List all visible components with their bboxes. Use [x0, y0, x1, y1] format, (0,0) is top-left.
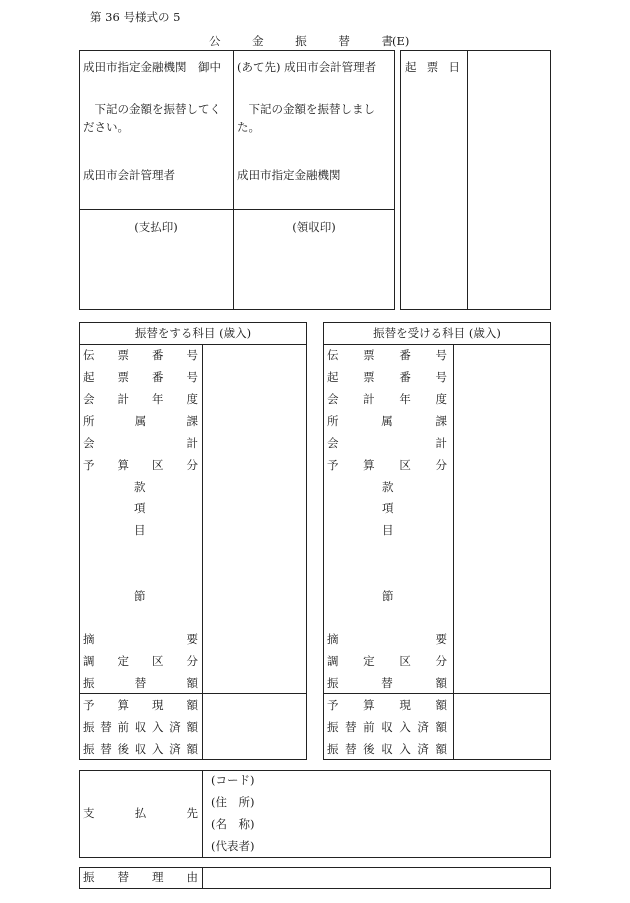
payee-representative-label: (代表者): [211, 839, 255, 853]
payee-label: 支 払 先: [83, 806, 198, 820]
to-department-label: 所 属 課: [327, 414, 447, 428]
to-fiscal-year-label: 会 計 年 度: [327, 392, 447, 406]
to-before-received-label: 振 替 前 収 入 済 額: [327, 720, 447, 734]
from-budget-class-label: 予 算 区 分: [83, 458, 198, 472]
transfer-reason-label: 振 替 理 由: [83, 870, 198, 884]
to-amount-entry-field[interactable]: [454, 694, 550, 759]
payment-stamp-label: (支払印): [134, 220, 178, 234]
from-budget-current-label: 予 算 現 額: [83, 698, 198, 712]
from-summary-label: 摘 要: [83, 632, 198, 646]
transfer-from-header: 振替をする科目 (歳入): [134, 326, 252, 340]
from-account-entry-field[interactable]: [203, 345, 306, 692]
from-kou-label: 項: [134, 501, 146, 515]
to-adjustment-class-label: 調 定 区 分: [327, 654, 447, 668]
bank-sender: 成田市指定金融機関: [237, 168, 341, 182]
to-setsu-label: 節: [382, 589, 394, 603]
to-budget-current-label: 予 算 現 額: [327, 698, 447, 712]
to-accounting-label: 会 計: [327, 436, 447, 450]
from-accounting-label: 会 計: [83, 436, 198, 450]
from-transfer-amount-label: 振 替 額: [83, 676, 198, 690]
accounting-manager-sender: 成田市会計管理者: [83, 168, 175, 182]
payee-name-label: (名 称): [211, 817, 255, 831]
from-department-label: 所 属 課: [83, 414, 198, 428]
from-kan-label: 款: [134, 480, 146, 494]
receipt-stamp-label: (領収印): [292, 220, 336, 234]
document-title-suffix: (E): [392, 34, 410, 48]
manager-addressee: (あて先) 成田市会計管理者: [237, 60, 377, 74]
from-moku-label: 目: [134, 523, 146, 537]
payee-entry-field[interactable]: [270, 771, 550, 857]
to-account-entry-field[interactable]: [454, 345, 550, 692]
bank-addressee: 成田市指定金融機関 御中: [83, 60, 221, 74]
to-issue-no-label: 起 票 番 号: [327, 370, 447, 384]
to-budget-class-label: 予 算 区 分: [327, 458, 447, 472]
to-moku-label: 目: [382, 523, 394, 537]
to-summary-label: 摘 要: [327, 632, 447, 646]
payee-address-label: (住 所): [211, 795, 255, 809]
transfer-to-header: 振替を受ける科目 (歳入): [373, 326, 501, 340]
to-transfer-amount-label: 振 替 額: [327, 676, 447, 690]
document-title: 公 金 振 替 書: [209, 34, 393, 48]
to-after-received-label: 振 替 後 収 入 済 額: [327, 742, 447, 756]
payee-code-label: (コード): [211, 773, 255, 787]
to-kan-label: 款: [382, 480, 394, 494]
to-voucher-no-label: 伝 票 番 号: [327, 348, 447, 362]
transfer-done-message: 下記の金額を振替しました。: [237, 102, 375, 134]
receipt-stamp-area[interactable]: [234, 235, 394, 309]
from-after-received-label: 振 替 後 収 入 済 額: [83, 742, 198, 756]
transfer-request-message: 下記の金額を振替してください。: [83, 102, 221, 134]
from-voucher-no-label: 伝 票 番 号: [83, 348, 198, 362]
from-before-received-label: 振 替 前 収 入 済 額: [83, 720, 198, 734]
from-amount-entry-field[interactable]: [203, 694, 306, 759]
from-issue-no-label: 起 票 番 号: [83, 370, 198, 384]
issue-date-label: 起 票 日: [405, 60, 460, 74]
payment-stamp-area[interactable]: [80, 235, 232, 309]
from-adjustment-class-label: 調 定 区 分: [83, 654, 198, 668]
form-number: 第 36 号様式の 5: [90, 10, 181, 24]
transfer-reason-field[interactable]: [203, 868, 550, 888]
to-kou-label: 項: [382, 501, 394, 515]
issue-date-field[interactable]: [468, 51, 550, 309]
from-setsu-label: 節: [134, 589, 146, 603]
from-fiscal-year-label: 会 計 年 度: [83, 392, 198, 406]
